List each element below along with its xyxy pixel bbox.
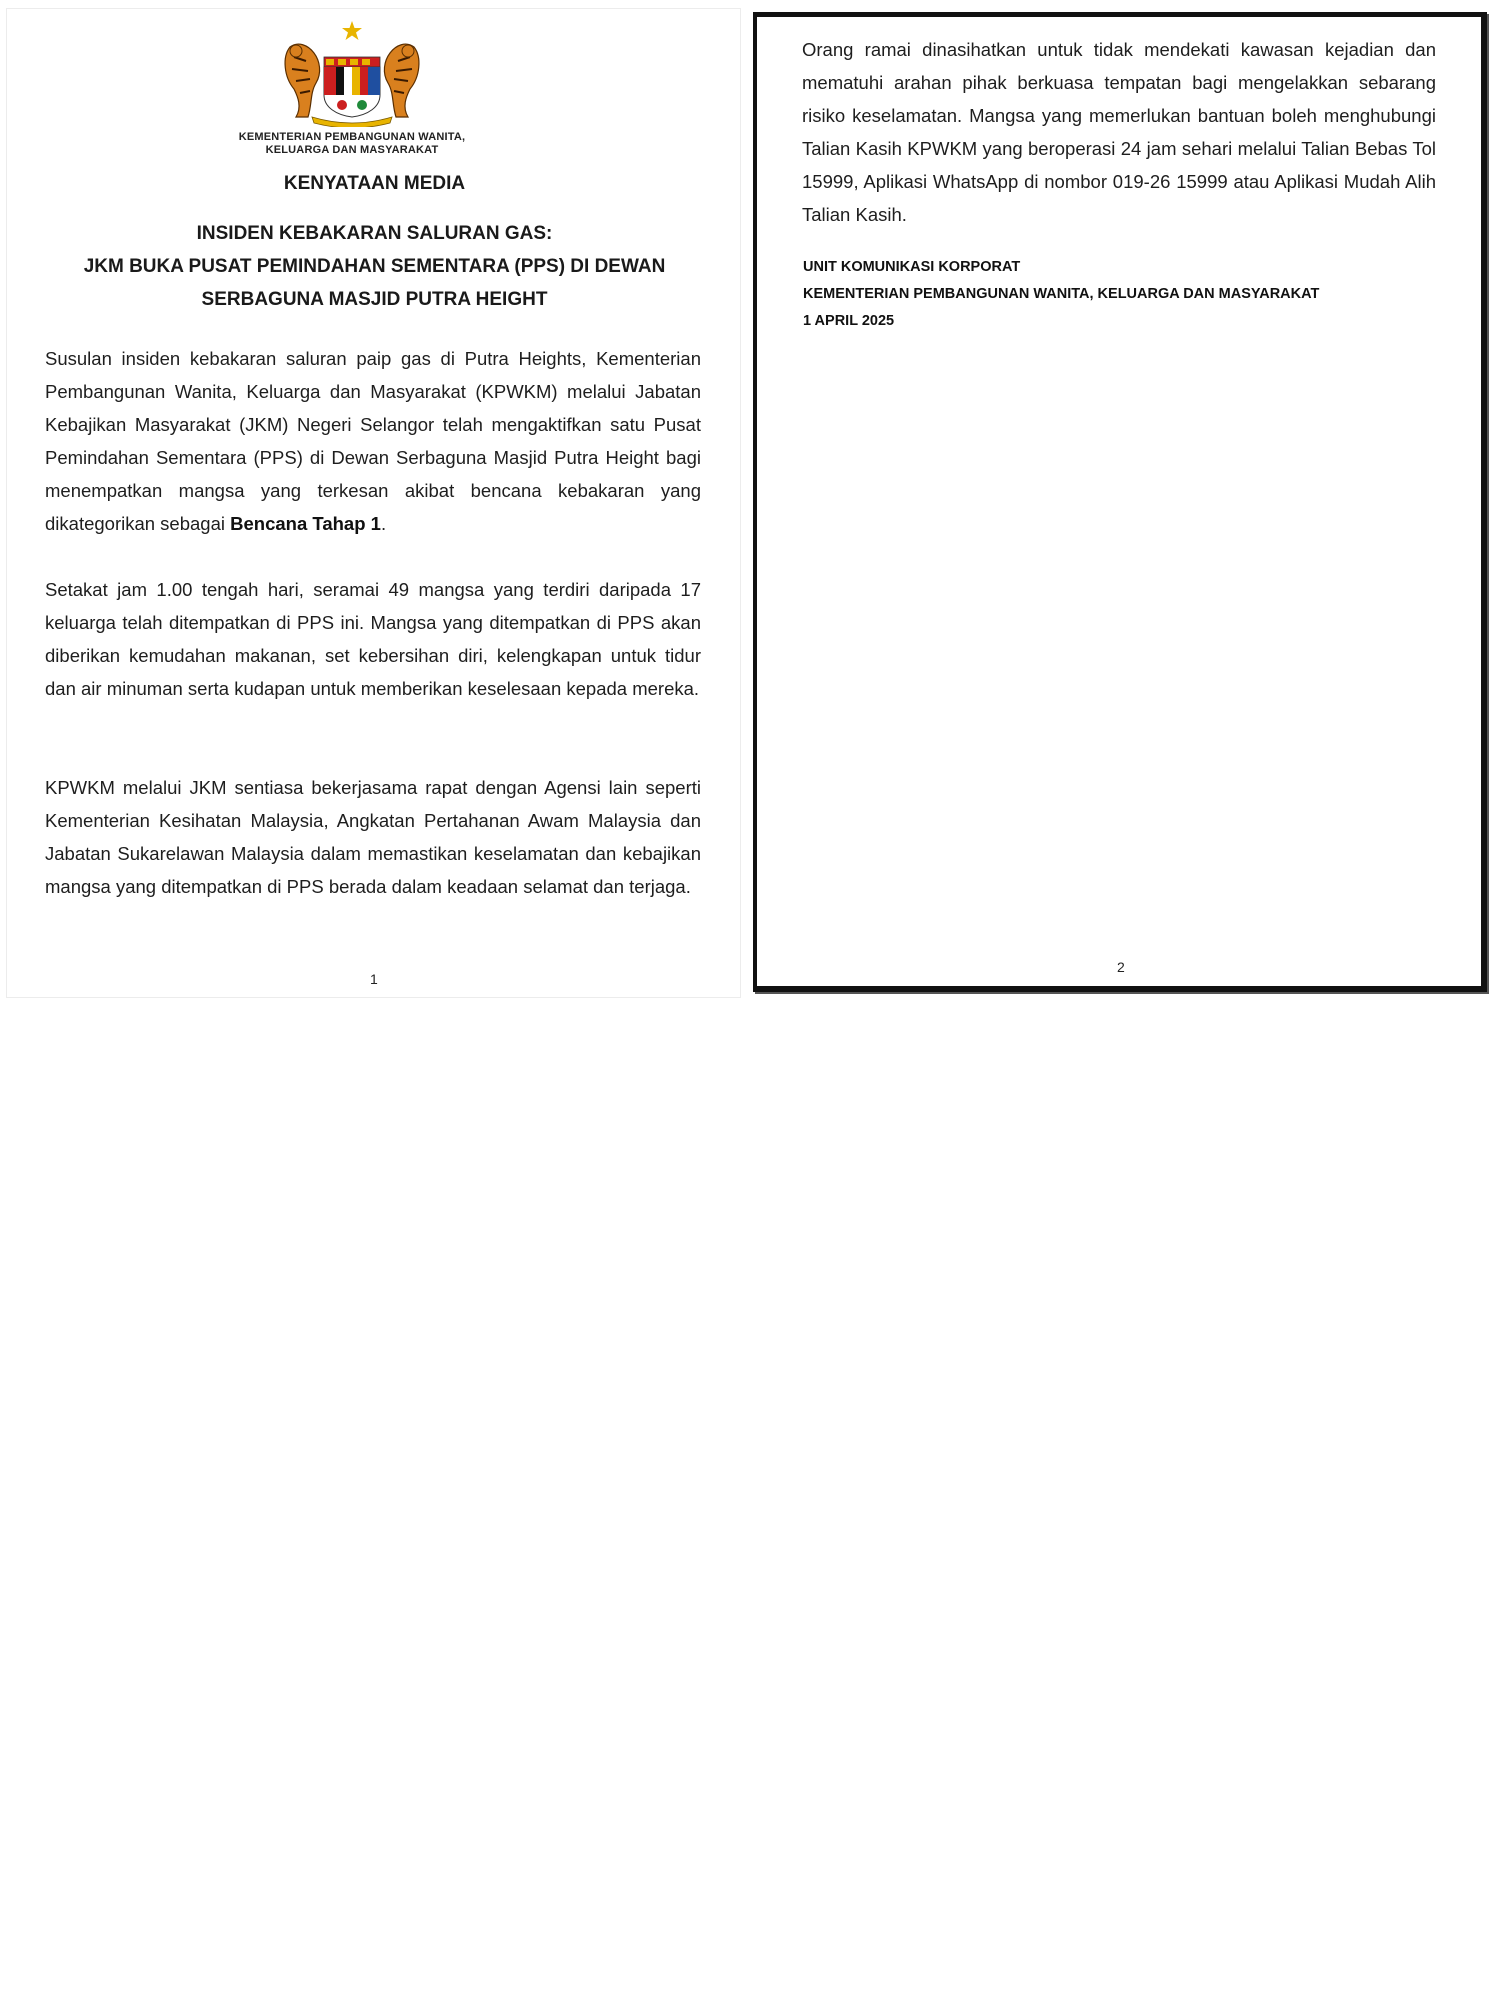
headline-line-3: SERBAGUNA MASJID PUTRA HEIGHT bbox=[201, 289, 548, 310]
paragraph-1 bbox=[45, 342, 701, 540]
document-page-1 bbox=[6, 8, 741, 998]
signature-date: 1 APRIL 2025 bbox=[803, 313, 895, 329]
signature-block bbox=[803, 254, 1319, 335]
media-statement-title: KENYATAAN MEDIA bbox=[283, 173, 466, 194]
paragraph-1-end: . bbox=[380, 513, 387, 534]
page-number-2: 2 bbox=[1117, 959, 1125, 975]
paragraph-1-text: Susulan insiden kebakaran saluran paip gas di Putra Heights, Kementerian Pembangunan Wanita, Keluarga dan Masyarakat (KPWKM) melalui Jabatan Kebajikan Masyarakat (JKM) Negeri Selangor telah mengaktifkan satu Pusat Pemindahan Sementara (PPS) di Dewan Serbaguna Masjid Putra Height bagi menempatkan mangsa yang terkesan akibat bencana kebakaran yang dikategorikan sebagai bbox=[45, 348, 701, 534]
ministry-header bbox=[187, 131, 517, 157]
ministry-line-2: KELUARGA DAN MASYARAKAT bbox=[265, 144, 439, 156]
headline-line-2: JKM BUKA PUSAT PEMINDAHAN SEMENTARA (PPS) DI DEWAN bbox=[83, 256, 666, 277]
headline-line-1: INSIDEN KEBAKARAN SALURAN GAS: bbox=[196, 223, 553, 244]
page-number-1: 1 bbox=[370, 971, 378, 987]
ministry-line-1: KEMENTERIAN PEMBANGUNAN WANITA, bbox=[238, 131, 466, 143]
paragraph-2: Setakat jam 1.00 tengah hari, seramai 49 mangsa yang terdiri daripada 17 keluarga telah ditempatkan di PPS ini. Mangsa yang ditempatkan di PPS akan diberikan kemudahan makanan, set kebersihan diri, kelengkapan untuk tidur dan air minuman serta kudapan untuk memberikan keselesaan kepada mereka. bbox=[45, 579, 701, 699]
document-page-2 bbox=[753, 12, 1487, 992]
paragraph-3: KPWKM melalui JKM sentiasa bekerjasama rapat dengan Agensi lain seperti Kementerian Kesihatan Malaysia, Angkatan Pertahanan Awam Malaysia dan Jabatan Sukarelawan Malaysia dalam memastikan keselamatan dan kebajikan mangsa yang ditempatkan di PPS berada dalam keadaan selamat dan terjaga. bbox=[45, 777, 701, 897]
page-2-paragraph: Orang ramai dinasihatkan untuk tidak mendekati kawasan kejadian dan mematuhi arahan pihak berkuasa tempatan bagi mengelakkan sebarang risiko keselamatan. Mangsa yang memerlukan bantuan boleh menghubungi Talian Kasih KPWKM yang beroperasi 24 jam sehari melalui Talian Bebas Tol 15999, Aplikasi WhatsApp di nombor 019-26 15999 atau Aplikasi Mudah Alih Talian Kasih. bbox=[802, 39, 1436, 225]
signature-unit: UNIT KOMUNIKASI KORPORAT bbox=[803, 259, 1021, 275]
disaster-level-text: Bencana Tahap 1 bbox=[230, 513, 381, 534]
signature-ministry: KEMENTERIAN PEMBANGUNAN WANITA, KELUARGA DAN MASYARAKAT bbox=[803, 286, 1320, 302]
malaysia-coat-of-arms-icon bbox=[272, 17, 432, 127]
headline bbox=[47, 217, 702, 316]
